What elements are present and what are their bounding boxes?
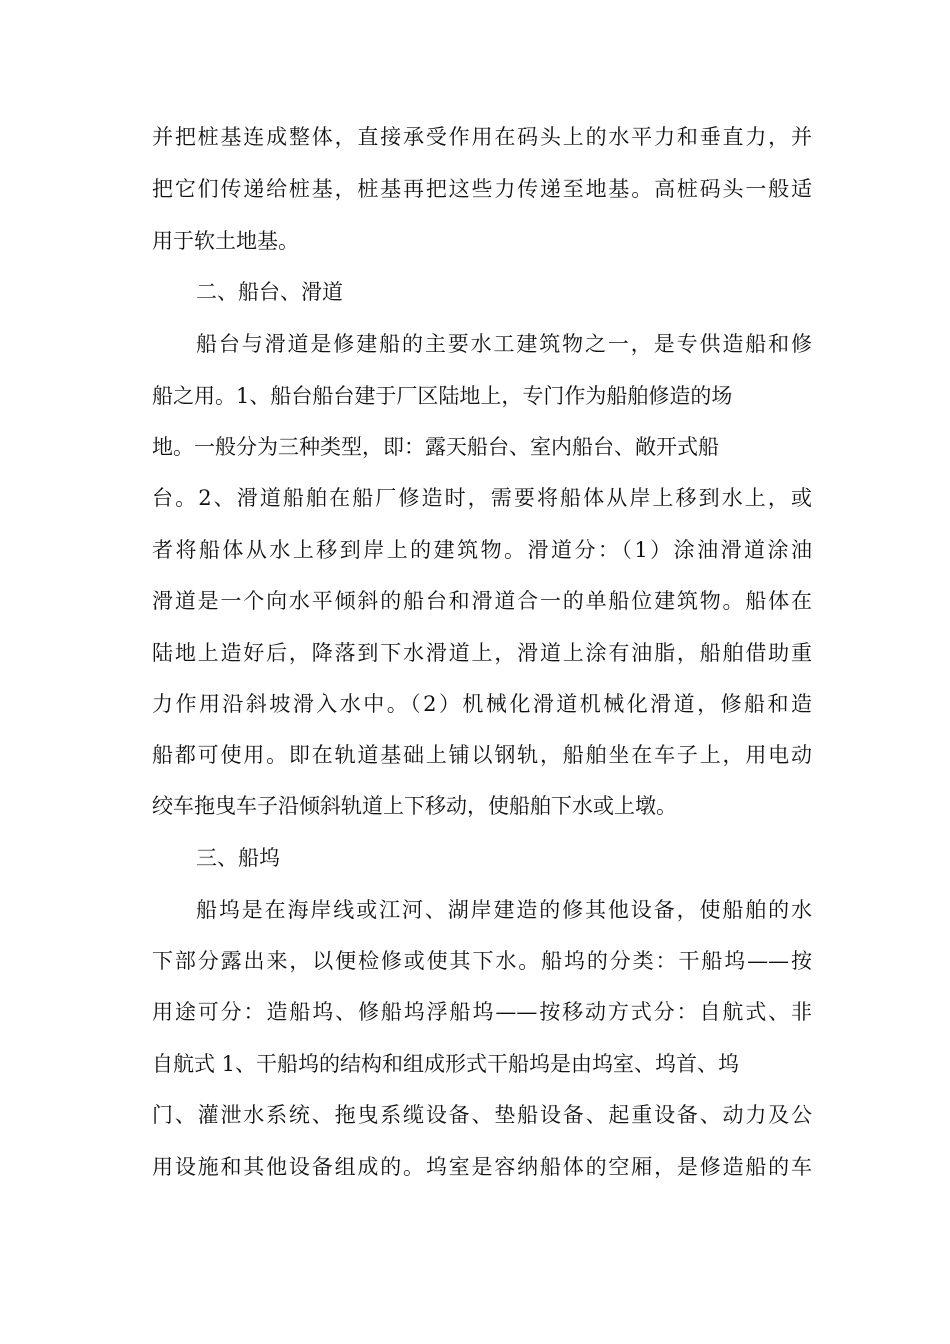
text-line: 用设施和其他设备组成的。坞室是容纳船体的空厢，是修造船的车 — [152, 1155, 812, 1179]
text-line: 并把桩基连成整体，直接承受作用在码头上的水平力和垂直力，并 — [152, 125, 812, 149]
text-line: 船坞是在海岸线或江河、湖岸建造的修其他设备，使船舶的水 — [196, 898, 812, 922]
text-line: 船都可使用。即在轨道基础上铺以钢轨，船舶坐在车子上，用电动 — [152, 743, 812, 767]
text-line: 滑道是一个向水平倾斜的船台和滑道合一的单船位建筑物。船体在 — [152, 589, 812, 613]
text-line: 台。2、滑道船舶在船厂修造时，需要将船体从岸上移到水上，或 — [152, 486, 812, 510]
text-line: 下部分露出来，以便检修或使其下水。船坞的分类：干船坞——按 — [152, 949, 812, 973]
text-line: 船台与滑道是修建船的主要水工建筑物之一，是专供造船和修 — [196, 332, 812, 356]
text-line: 陆地上造好后，降落到下水滑道上，滑道上涂有油脂，船舶借助重 — [152, 641, 812, 665]
text-line: 用于软土地基。 — [152, 229, 299, 253]
text-line: 船之用。1、船台船台建于厂区陆地上，专门作为船舶修造的场 — [152, 384, 733, 408]
text-line: 地。一般分为三种类型，即：露天船台、室内船台、敞开式船 — [152, 435, 719, 459]
section-heading: 二、船台、滑道 — [196, 280, 343, 304]
text-line: 者将船体从水上移到岸上的建筑物。滑道分：（1）涂油滑道涂油 — [152, 538, 812, 562]
text-line: 用途可分：造船坞、修船坞浮船坞——按移动方式分：自航式、非 — [152, 1000, 812, 1024]
text-line: 力作用沿斜坡滑入水中。（2）机械化滑道机械化滑道，修船和造 — [152, 692, 812, 716]
text-line: 门、灌泄水系统、拖曳系缆设备、垫船设备、起重设备、动力及公 — [152, 1103, 812, 1127]
text-line: 自航式 1、干船坞的结构和组成形式干船坞是由坞室、坞首、坞 — [152, 1052, 740, 1076]
section-heading: 三、船坞 — [196, 846, 280, 870]
text-line: 把它们传递给桩基，桩基再把这些力传递至地基。高桩码头一般适 — [152, 177, 812, 201]
text-line: 绞车拖曳车子沿倾斜轨道上下移动，使船舶下水或上墩。 — [152, 794, 677, 818]
